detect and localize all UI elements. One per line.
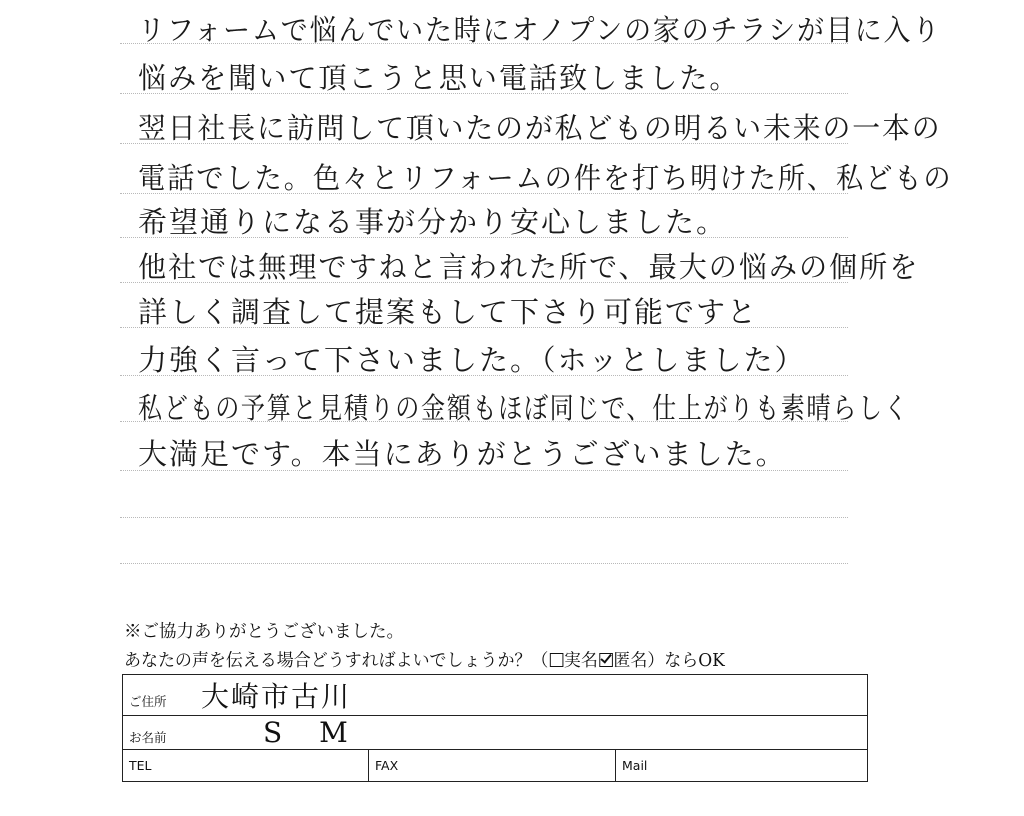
letter-line: 翌日社長に訪問して頂いたのが私どもの明るい未来の一本の (138, 111, 942, 145)
letter-line: 大満足です。本当にありがとうございました。 (138, 437, 787, 471)
anonymous-checkbox[interactable] (599, 653, 613, 667)
real-name-label: 実名 (563, 651, 598, 671)
letter-line: 希望通りになる事が分かり安心しました。 (138, 205, 728, 239)
name-value: S M (263, 716, 362, 749)
name-row (123, 716, 868, 750)
rule-line (120, 563, 848, 564)
letter-line: リフォームで悩んでいた時にオノプンの家のチラシが目に入り (138, 13, 942, 47)
real-name-checkbox[interactable] (549, 653, 563, 667)
mail-label: Mail (622, 758, 648, 773)
letter-line: 力強く言って下さいました。（ホッとしました） (138, 343, 806, 377)
address-cell[interactable] (123, 675, 868, 716)
name-cell[interactable] (123, 716, 868, 750)
rule-line (120, 517, 848, 518)
letter-line: 電話でした。色々とリフォームの件を打ち明けた所、私どもの (138, 161, 953, 195)
address-label: ご住所 (129, 694, 167, 709)
address-value: 大崎市古川 (201, 680, 352, 713)
letter-line: 他社では無理ですねと言われた所で、最大の悩みの個所を (138, 250, 920, 284)
address-row (123, 675, 868, 716)
anonymous-label: 匿名 (613, 651, 648, 671)
mail-cell[interactable] (616, 750, 868, 782)
contact-form (122, 674, 868, 782)
letter-line: 悩みを聞いて頂こうと思い電話致しました。 (138, 61, 740, 95)
contact-row (123, 750, 868, 782)
question-suffix: ）ならOK (647, 651, 725, 671)
tel-label: TEL (129, 758, 152, 773)
question-prefix: あなたの声を伝える場合どうすればよいでしょうか？（ (124, 651, 549, 671)
name-label: お名前 (129, 730, 167, 745)
letter-line: 私どもの予算と見積りの金額もほぼ同じで、仕上がりも素晴らしく (138, 391, 910, 425)
fax-cell[interactable] (369, 750, 616, 782)
tel-cell[interactable] (123, 750, 369, 782)
fax-label: FAX (375, 758, 399, 773)
thanks-note: ※ご協力ありがとうございました。 (124, 622, 404, 642)
letter-line: 詳しく調査して提案もして下さり可能ですと (138, 295, 759, 329)
disclosure-question (124, 647, 725, 672)
